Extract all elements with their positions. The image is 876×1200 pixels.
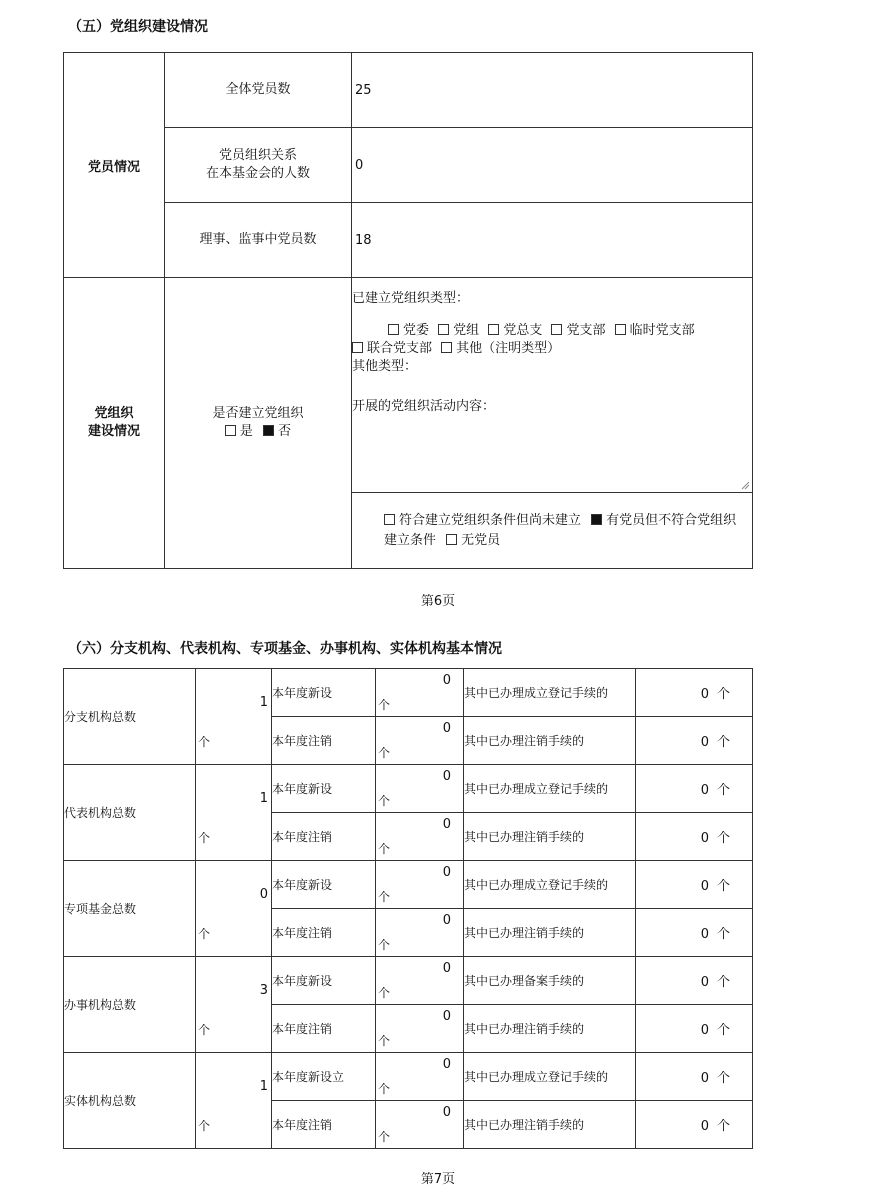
types-heading: 已建立党组织类型： — [352, 291, 470, 306]
institution-category: 办事机构总数 — [64, 957, 196, 1053]
page-number-6: 第6页 — [420, 594, 456, 609]
change-count-value: 0 — [442, 1009, 451, 1024]
unit-label: 个 — [378, 842, 391, 856]
change-type-label: 本年度注销 — [272, 717, 376, 765]
change-type-label: 本年度新设 — [272, 861, 376, 909]
change-count-value: 0 — [442, 673, 451, 688]
procedure-description: 其中已办理成立登记手续的 — [464, 861, 636, 909]
procedure-count-cell — [636, 765, 753, 813]
change-count-value: 0 — [442, 913, 451, 928]
org-group-label-line1: 党组织 — [94, 406, 134, 421]
procedure-description: 其中已办理注销手续的 — [464, 1101, 636, 1149]
change-count-value: 0 — [442, 817, 451, 832]
established-question: 是否建立党组织 — [212, 406, 304, 421]
org-group-label — [64, 278, 165, 569]
procedure-description: 其中已办理成立登记手续的 — [464, 669, 636, 717]
unit-label: 个 — [716, 975, 730, 990]
status-label-eligible-not-built: 符合建立党组织条件但尚未建立 — [399, 512, 582, 528]
institution-row — [64, 957, 753, 1005]
institutions-table — [63, 668, 753, 1149]
change-type-label: 本年度新设 — [272, 765, 376, 813]
org-types-textarea[interactable] — [352, 278, 753, 493]
procedure-count-cell — [636, 669, 753, 717]
institution-row — [64, 1053, 753, 1101]
procedure-count-value: 0 — [700, 687, 709, 702]
member-group-label: 党员情况 — [64, 53, 165, 278]
unit-label: 个 — [716, 1023, 730, 1038]
types-row-1 — [352, 322, 752, 340]
procedure-count-cell — [636, 909, 753, 957]
board-members-value: 18 — [352, 203, 753, 278]
procedure-count-cell — [636, 1053, 753, 1101]
types-row-2 — [352, 340, 752, 358]
established-options — [165, 423, 351, 441]
other-types-label: 其他类型： — [352, 359, 418, 374]
org-relation-label — [165, 128, 352, 203]
procedure-count-value: 0 — [700, 1023, 709, 1038]
procedure-description: 其中已办理注销手续的 — [464, 717, 636, 765]
unit-label: 个 — [378, 698, 391, 712]
org-relation-label-line1: 党员组织关系 — [218, 148, 297, 163]
procedure-count-cell — [636, 813, 753, 861]
org-status-options — [352, 493, 753, 569]
institution-category: 代表机构总数 — [64, 765, 196, 861]
procedure-description: 其中已办理注销手续的 — [464, 909, 636, 957]
institution-total-value: 0 — [259, 887, 268, 902]
change-type-label: 本年度注销 — [272, 813, 376, 861]
institution-category: 实体机构总数 — [64, 1053, 196, 1149]
change-count-cell — [376, 909, 464, 957]
change-count-value: 0 — [442, 1105, 451, 1120]
institution-total-cell — [196, 765, 272, 861]
total-members-label: 全体党员数 — [165, 53, 352, 128]
change-count-value: 0 — [442, 769, 451, 784]
type-label-joint-branch: 联合党支部 — [367, 341, 433, 356]
institution-total-value: 1 — [259, 791, 268, 806]
type-checkbox-branch[interactable] — [551, 324, 562, 335]
change-count-cell — [376, 861, 464, 909]
status-checkbox-members-not-eligible[interactable] — [591, 514, 602, 525]
institution-total-cell — [196, 957, 272, 1053]
procedure-count-value: 0 — [700, 879, 709, 894]
unit-label: 个 — [716, 1119, 730, 1134]
unit-label: 个 — [716, 831, 730, 846]
unit-label: 个 — [378, 746, 391, 760]
section5-title: （五）党组织建设情况 — [68, 19, 208, 35]
type-label-branch: 党支部 — [566, 323, 606, 338]
org-relation-value: 0 — [352, 128, 753, 203]
type-label-party-group: 党组 — [453, 323, 480, 338]
institution-row — [64, 669, 753, 717]
institution-row — [64, 765, 753, 813]
type-label-temp-branch: 临时党支部 — [629, 323, 695, 338]
procedure-description: 其中已办理成立登记手续的 — [464, 1053, 636, 1101]
status-label-no-members: 无党员 — [461, 532, 501, 548]
procedure-description: 其中已办理备案手续的 — [464, 957, 636, 1005]
change-count-cell — [376, 1005, 464, 1053]
established-no-checkbox[interactable] — [263, 425, 274, 436]
change-count-cell — [376, 1101, 464, 1149]
procedure-count-cell — [636, 957, 753, 1005]
change-type-label: 本年度注销 — [272, 1005, 376, 1053]
institution-category: 分支机构总数 — [64, 669, 196, 765]
unit-label: 个 — [378, 986, 391, 1000]
unit-label: 个 — [198, 927, 211, 941]
established-yes-label: 是 — [239, 424, 253, 439]
resize-grip-icon[interactable] — [740, 480, 750, 490]
unit-label: 个 — [378, 1034, 391, 1048]
type-checkbox-temp-branch[interactable] — [615, 324, 626, 335]
activities-label: 开展的党组织活动内容： — [352, 399, 496, 414]
type-checkbox-general-branch[interactable] — [488, 324, 499, 335]
procedure-count-value: 0 — [700, 1119, 709, 1134]
type-label-other: 其他（注明类型） — [456, 341, 561, 356]
unit-label: 个 — [716, 879, 730, 894]
institution-category: 专项基金总数 — [64, 861, 196, 957]
unit-label: 个 — [378, 1082, 391, 1096]
change-count-cell — [376, 1053, 464, 1101]
institution-total-cell — [196, 861, 272, 957]
procedure-count-cell — [636, 861, 753, 909]
procedure-count-value: 0 — [700, 783, 709, 798]
change-count-value: 0 — [442, 721, 451, 736]
established-question-cell — [165, 278, 352, 569]
unit-label: 个 — [198, 831, 211, 845]
board-members-label: 理事、监事中党员数 — [165, 203, 352, 278]
type-checkbox-party-committee[interactable] — [388, 324, 399, 335]
status-checkbox-eligible-not-built[interactable] — [384, 514, 395, 525]
unit-label: 个 — [716, 783, 730, 798]
procedure-count-cell — [636, 717, 753, 765]
page-number-7: 第7页 — [420, 1172, 456, 1187]
procedure-count-value: 0 — [700, 975, 709, 990]
change-type-label: 本年度新设 — [272, 957, 376, 1005]
institution-total-cell — [196, 1053, 272, 1149]
change-count-cell — [376, 669, 464, 717]
unit-label: 个 — [198, 735, 211, 749]
procedure-description: 其中已办理成立登记手续的 — [464, 765, 636, 813]
unit-label: 个 — [378, 938, 391, 952]
institution-row — [64, 861, 753, 909]
unit-label: 个 — [716, 1071, 730, 1086]
change-count-value: 0 — [442, 865, 451, 880]
change-type-label: 本年度注销 — [272, 1101, 376, 1149]
procedure-count-cell — [636, 1005, 753, 1053]
institution-total-value: 3 — [259, 983, 268, 998]
total-members-value: 25 — [352, 53, 753, 128]
unit-label: 个 — [378, 1130, 391, 1144]
change-count-cell — [376, 957, 464, 1005]
procedure-description: 其中已办理注销手续的 — [464, 1005, 636, 1053]
unit-label: 个 — [198, 1119, 211, 1133]
change-count-value: 0 — [442, 961, 451, 976]
section6-title: （六）分支机构、代表机构、专项基金、办事机构、实体机构基本情况 — [68, 641, 502, 657]
established-no-label: 否 — [278, 424, 292, 439]
change-count-cell — [376, 765, 464, 813]
unit-label: 个 — [198, 1023, 211, 1037]
type-checkbox-other[interactable] — [441, 342, 452, 353]
party-org-table — [63, 52, 753, 569]
procedure-count-value: 0 — [700, 735, 709, 750]
unit-label: 个 — [378, 890, 391, 904]
change-count-cell — [376, 813, 464, 861]
change-count-value: 0 — [442, 1057, 451, 1072]
procedure-count-value: 0 — [700, 831, 709, 846]
institution-total-value: 1 — [259, 1079, 268, 1094]
institution-total-value: 1 — [259, 695, 268, 710]
change-type-label: 本年度注销 — [272, 909, 376, 957]
procedure-count-value: 0 — [700, 1071, 709, 1086]
unit-label: 个 — [716, 735, 730, 750]
status-checkbox-no-members[interactable] — [446, 534, 457, 545]
unit-label: 个 — [716, 927, 730, 942]
established-yes-checkbox[interactable] — [225, 425, 236, 436]
change-count-cell — [376, 717, 464, 765]
change-type-label: 本年度新设 — [272, 669, 376, 717]
procedure-description: 其中已办理注销手续的 — [464, 813, 636, 861]
unit-label: 个 — [716, 687, 730, 702]
org-group-label-line2: 建设情况 — [87, 424, 140, 439]
change-type-label: 本年度新设立 — [272, 1053, 376, 1101]
org-relation-label-line2: 在本基金会的人数 — [205, 166, 310, 181]
type-label-party-committee: 党委 — [403, 323, 430, 338]
type-label-general-branch: 党总支 — [503, 323, 543, 338]
type-checkbox-party-group[interactable] — [438, 324, 449, 335]
procedure-count-cell — [636, 1101, 753, 1149]
type-checkbox-joint-branch[interactable] — [352, 342, 363, 353]
procedure-count-value: 0 — [700, 927, 709, 942]
unit-label: 个 — [378, 794, 391, 808]
status-label-members-not-eligible: 有党员但不符合党组织建立条件 — [384, 512, 737, 548]
institution-total-cell — [196, 669, 272, 765]
